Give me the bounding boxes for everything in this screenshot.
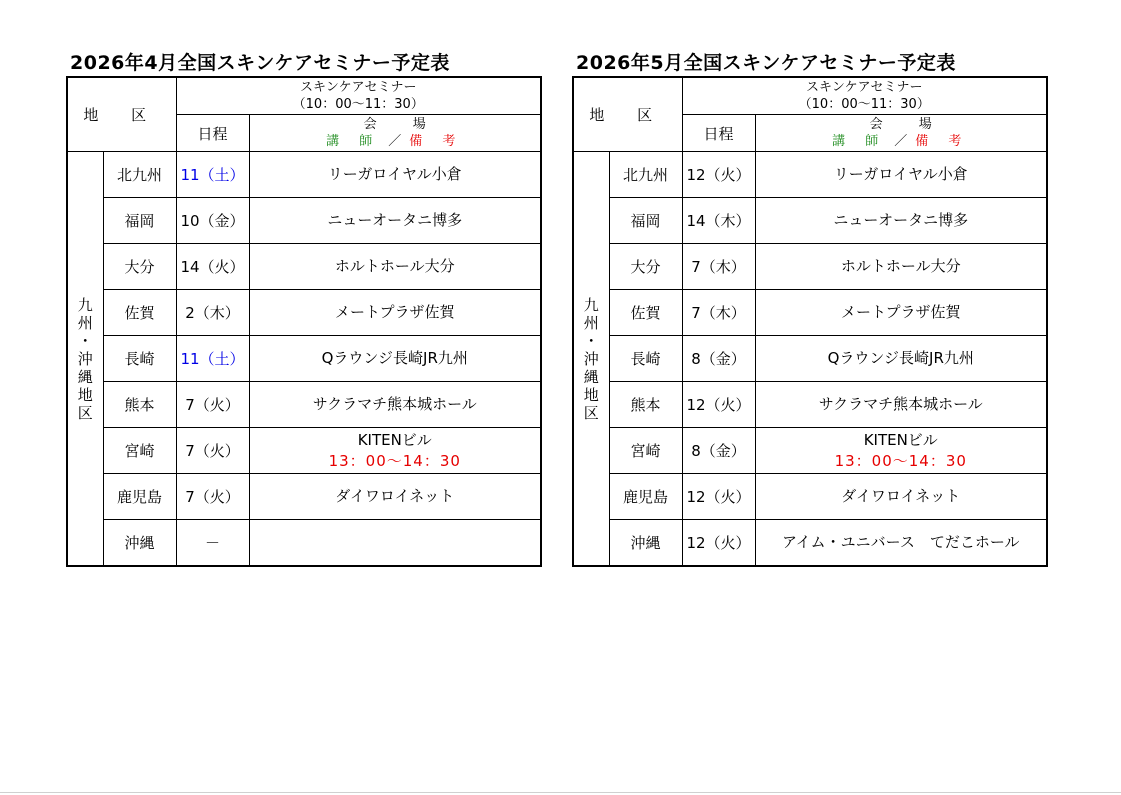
table-row [573, 520, 1047, 567]
area-cell: 長崎 [103, 336, 176, 382]
region-char: ・ [77, 331, 93, 350]
seminar-time: （10：00～11：30） [292, 97, 424, 112]
date-cell: 12（火） [682, 474, 755, 520]
venue-cell [755, 520, 1047, 567]
venue-label: 会 場 [363, 117, 442, 132]
venue-cell [755, 198, 1047, 244]
table-row [67, 474, 541, 520]
area-cell: 熊本 [609, 382, 682, 428]
date-cell: 8（金） [682, 336, 755, 382]
venue-name: ダイワロイネット [335, 487, 455, 505]
venue-cell [755, 428, 1047, 474]
table-row [67, 152, 541, 198]
region-char: 地 [583, 385, 599, 404]
date-cell: 7（木） [682, 244, 755, 290]
venue-cell [755, 152, 1047, 198]
date-cell: 11（土） [176, 152, 249, 198]
venue-cell [755, 290, 1047, 336]
header-seminar [682, 77, 1047, 115]
venue-cell [249, 428, 541, 474]
venue-cell [755, 244, 1047, 290]
lecturer-remarks-label [250, 133, 541, 150]
seminar-label: スキンケアセミナー [806, 80, 923, 95]
venue-name: リーガロイヤル小倉 [327, 165, 462, 183]
date-cell: 11（土） [176, 336, 249, 382]
venue-name: アイム・ユニバース てだこホール [781, 533, 1020, 551]
venue-name: Qラウンジ長崎JR九州 [321, 349, 468, 367]
venue-cell [249, 244, 541, 290]
area-cell: 宮崎 [103, 428, 176, 474]
table-row [67, 198, 541, 244]
region-char: 地 [77, 385, 93, 404]
table-row [573, 290, 1047, 336]
may-schedule [572, 50, 1048, 567]
venue-note: 13：00～14：30 [834, 451, 967, 470]
table-row [573, 152, 1047, 198]
venue-cell [249, 152, 541, 198]
area-cell: 福岡 [103, 198, 176, 244]
table-row [67, 520, 541, 567]
date-cell: 12（火） [682, 382, 755, 428]
venue-cell [249, 474, 541, 520]
schedule-title: 2026年4月全国スキンケアセミナー予定表 [70, 52, 450, 74]
table-row [67, 382, 541, 428]
venue-name: ニューオータニ博多 [327, 211, 463, 229]
venue-name: サクラマチ熊本城ホール [312, 395, 477, 413]
venue-name: ホルトホール大分 [840, 257, 961, 275]
venue-label: 会 場 [869, 117, 948, 132]
venue-cell [755, 382, 1047, 428]
region-char: 九 [583, 295, 599, 314]
remarks-label: 備 考 [409, 134, 464, 149]
venue-name: サクラマチ熊本城ホール [818, 395, 983, 413]
table-row [573, 244, 1047, 290]
date-cell: 10（金） [176, 198, 249, 244]
schedule-title: 2026年5月全国スキンケアセミナー予定表 [576, 52, 956, 74]
header-venue [755, 115, 1047, 152]
header-region: 地 区 [67, 77, 176, 152]
schedule-table [66, 76, 542, 567]
area-cell: 沖縄 [103, 520, 176, 567]
date-cell: 14（火） [176, 244, 249, 290]
date-cell: 7（火） [176, 382, 249, 428]
region-char: 沖 [583, 349, 599, 368]
venue-cell [249, 336, 541, 382]
table-row [573, 336, 1047, 382]
date-cell: 7（火） [176, 474, 249, 520]
region-char: 縄 [77, 367, 93, 386]
venue-name: メートプラザ佐賀 [840, 303, 961, 321]
page-bottom-divider [0, 792, 1121, 793]
venue-name: KITENビル [357, 430, 432, 449]
area-cell: 鹿児島 [103, 474, 176, 520]
area-cell: 佐賀 [609, 290, 682, 336]
header-date: 日程 [682, 115, 755, 152]
table-row [573, 428, 1047, 474]
header-region: 地 区 [573, 77, 682, 152]
area-cell: 鹿児島 [609, 474, 682, 520]
table-row [67, 336, 541, 382]
date-cell: 7（火） [176, 428, 249, 474]
area-cell: 宮崎 [609, 428, 682, 474]
date-cell: 12（火） [682, 152, 755, 198]
lecturer-label: 講 師 [326, 134, 381, 149]
region-char: 沖 [77, 349, 93, 368]
venue-name: ダイワロイネット [841, 487, 961, 505]
venue-name: KITENビル [863, 430, 938, 449]
venue-note: 13：00～14：30 [328, 451, 461, 470]
venue-name: Qラウンジ長崎JR九州 [827, 349, 974, 367]
seminar-time: （10：00～11：30） [798, 97, 930, 112]
date-cell: 2（木） [176, 290, 249, 336]
table-row [67, 428, 541, 474]
venue-cell [755, 474, 1047, 520]
slash-separator: ／ [894, 134, 908, 149]
table-row [67, 290, 541, 336]
schedule-table [572, 76, 1048, 567]
area-cell: 沖縄 [609, 520, 682, 567]
area-cell: 大分 [609, 244, 682, 290]
april-schedule [66, 50, 542, 567]
table-row [573, 382, 1047, 428]
venue-cell [249, 290, 541, 336]
region-char: 区 [77, 403, 93, 422]
region-char: 州 [77, 313, 93, 332]
slash-separator: ／ [388, 134, 402, 149]
header-row [67, 77, 541, 115]
venue-name: ホルトホール大分 [334, 257, 455, 275]
area-cell: 福岡 [609, 198, 682, 244]
header-seminar [176, 77, 541, 115]
table-row [573, 474, 1047, 520]
header-row [573, 77, 1047, 115]
region-char: ・ [583, 331, 599, 350]
area-cell: 長崎 [609, 336, 682, 382]
date-cell: 7（木） [682, 290, 755, 336]
date-cell: － [176, 520, 249, 567]
venue-cell [755, 336, 1047, 382]
venue-name: ニューオータニ博多 [833, 211, 969, 229]
lecturer-remarks-label [756, 133, 1047, 150]
area-cell: 熊本 [103, 382, 176, 428]
area-cell: 大分 [103, 244, 176, 290]
table-row [573, 198, 1047, 244]
venue-cell [249, 198, 541, 244]
date-cell: 12（火） [682, 520, 755, 567]
region-name-vertical [67, 152, 103, 567]
region-char: 州 [583, 313, 599, 332]
region-char: 縄 [583, 367, 599, 386]
venue-name: メートプラザ佐賀 [334, 303, 455, 321]
lecturer-label: 講 師 [832, 134, 887, 149]
date-cell: 14（木） [682, 198, 755, 244]
area-cell: 北九州 [609, 152, 682, 198]
header-date: 日程 [176, 115, 249, 152]
remarks-label: 備 考 [915, 134, 970, 149]
region-name-vertical [573, 152, 609, 567]
area-cell: 佐賀 [103, 290, 176, 336]
header-venue [249, 115, 541, 152]
region-char: 区 [583, 403, 599, 422]
venue-cell [249, 382, 541, 428]
date-cell: 8（金） [682, 428, 755, 474]
table-row [67, 244, 541, 290]
venue-name: リーガロイヤル小倉 [833, 165, 968, 183]
venue-cell [249, 520, 541, 567]
seminar-label: スキンケアセミナー [300, 80, 417, 95]
region-char: 九 [77, 295, 93, 314]
area-cell: 北九州 [103, 152, 176, 198]
